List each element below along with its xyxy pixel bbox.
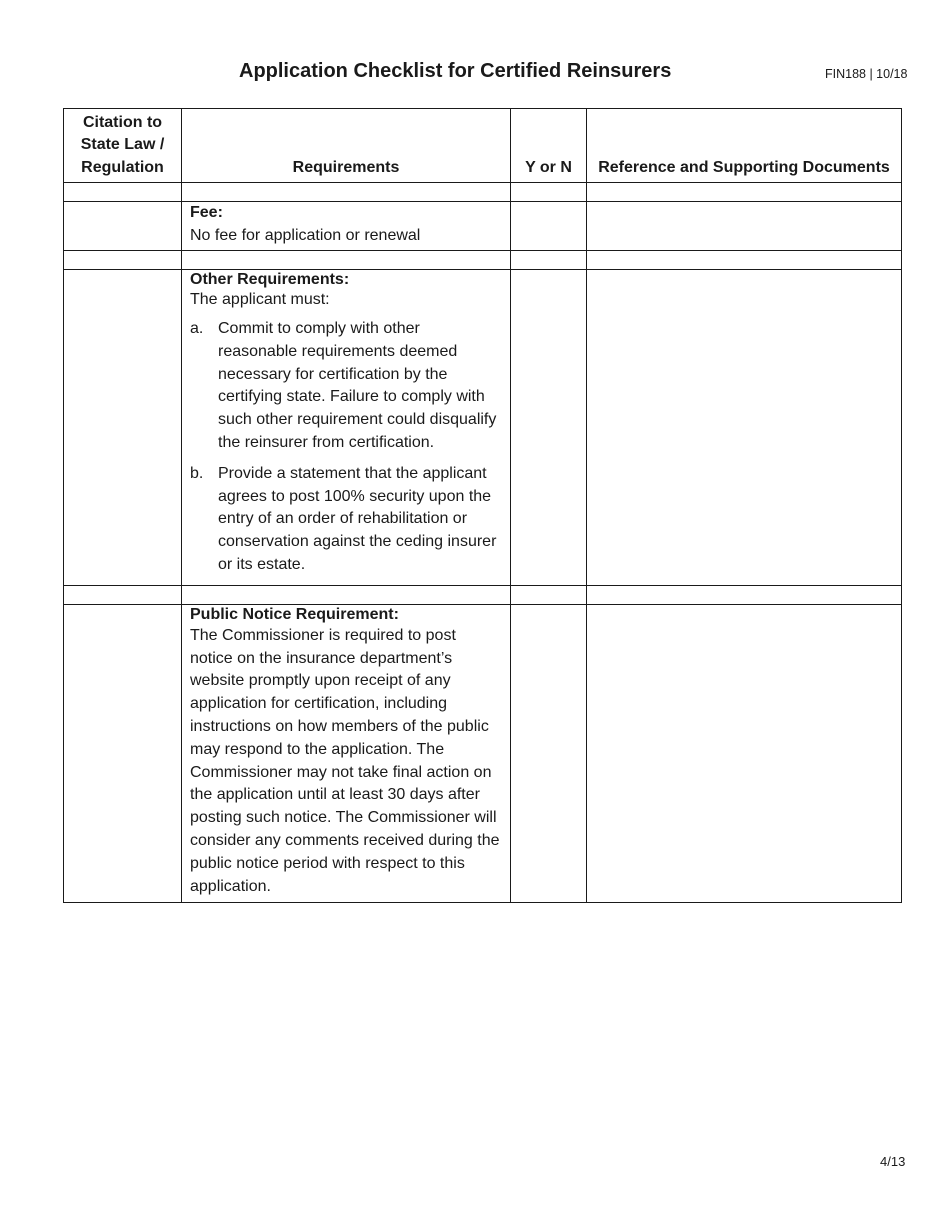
public-notice-heading: Public Notice Requirement: bbox=[190, 605, 399, 623]
citation-cell[interactable] bbox=[64, 251, 182, 270]
requirements-cell bbox=[182, 585, 511, 604]
citation-cell[interactable] bbox=[64, 585, 182, 604]
form-code: FIN188 | 10/18 bbox=[825, 67, 908, 81]
requirements-cell bbox=[182, 202, 511, 251]
requirements-cell bbox=[182, 604, 511, 903]
list-item bbox=[190, 318, 502, 455]
spacer-row bbox=[64, 251, 902, 270]
citation-cell[interactable] bbox=[64, 183, 182, 202]
y-or-n-cell[interactable] bbox=[511, 604, 587, 903]
fee-text: No fee for application or renewal bbox=[190, 226, 421, 244]
table-row-other-requirements bbox=[64, 270, 902, 586]
requirements-cell bbox=[182, 270, 511, 586]
list-item-text: Provide a statement that the applicant agrees to post 100% security upon the entry of an order of rehabilitation or conservation against the ceding insurer or its estate. bbox=[218, 464, 497, 573]
citation-cell[interactable] bbox=[64, 604, 182, 903]
list-item-letter: a. bbox=[190, 320, 204, 337]
spacer-row bbox=[64, 183, 902, 202]
y-or-n-cell[interactable] bbox=[511, 585, 587, 604]
y-or-n-cell[interactable] bbox=[511, 183, 587, 202]
public-notice-text: The Commissioner is required to post notice on the insurance department’s website promptly upon receipt of any application for certification, including instructions on how members of the public may respond to the application. The Commissioner may not take final action on the application until at least 30 days after posting such notice. The Commissioner will consider any comments received during the public notice period with respect to this application. bbox=[190, 626, 500, 895]
column-header-reference: Reference and Supporting Documents bbox=[587, 109, 902, 183]
reference-cell[interactable] bbox=[587, 585, 902, 604]
table-row-fee bbox=[64, 202, 902, 251]
reference-cell[interactable] bbox=[587, 202, 902, 251]
page-number: 4/13 bbox=[880, 1154, 906, 1169]
reference-cell[interactable] bbox=[587, 251, 902, 270]
citation-cell[interactable] bbox=[64, 202, 182, 251]
header-row bbox=[64, 109, 902, 183]
other-requirements-heading: Other Requirements: bbox=[190, 271, 350, 288]
list-item-text: Commit to comply with other reasonable requirements deemed necessary for certification by the certifying state. Failure to comply with such other requirement could disqualify the reinsurer from certification. bbox=[218, 320, 497, 451]
page-title: Application Checklist for Certified Reinsurers bbox=[239, 60, 672, 82]
reference-cell[interactable] bbox=[587, 183, 902, 202]
requirements-cell bbox=[182, 183, 511, 202]
fee-heading: Fee: bbox=[190, 204, 223, 221]
y-or-n-cell[interactable] bbox=[511, 270, 587, 586]
column-header-requirements: Requirements bbox=[182, 109, 511, 183]
reference-cell[interactable] bbox=[587, 270, 902, 586]
column-header-citation: Citation to State Law / Regulation bbox=[64, 109, 182, 183]
y-or-n-cell[interactable] bbox=[511, 251, 587, 270]
other-requirements-intro: The applicant must: bbox=[190, 291, 330, 308]
reference-cell[interactable] bbox=[587, 604, 902, 903]
table-row-public-notice bbox=[64, 604, 902, 903]
column-header-y-or-n: Y or N bbox=[511, 109, 587, 183]
list-item-letter: b. bbox=[190, 464, 204, 482]
checklist-table bbox=[63, 108, 902, 903]
citation-cell[interactable] bbox=[64, 270, 182, 586]
list-item bbox=[190, 463, 502, 577]
y-or-n-cell[interactable] bbox=[511, 202, 587, 251]
spacer-row bbox=[64, 585, 902, 604]
requirements-cell bbox=[182, 251, 511, 270]
